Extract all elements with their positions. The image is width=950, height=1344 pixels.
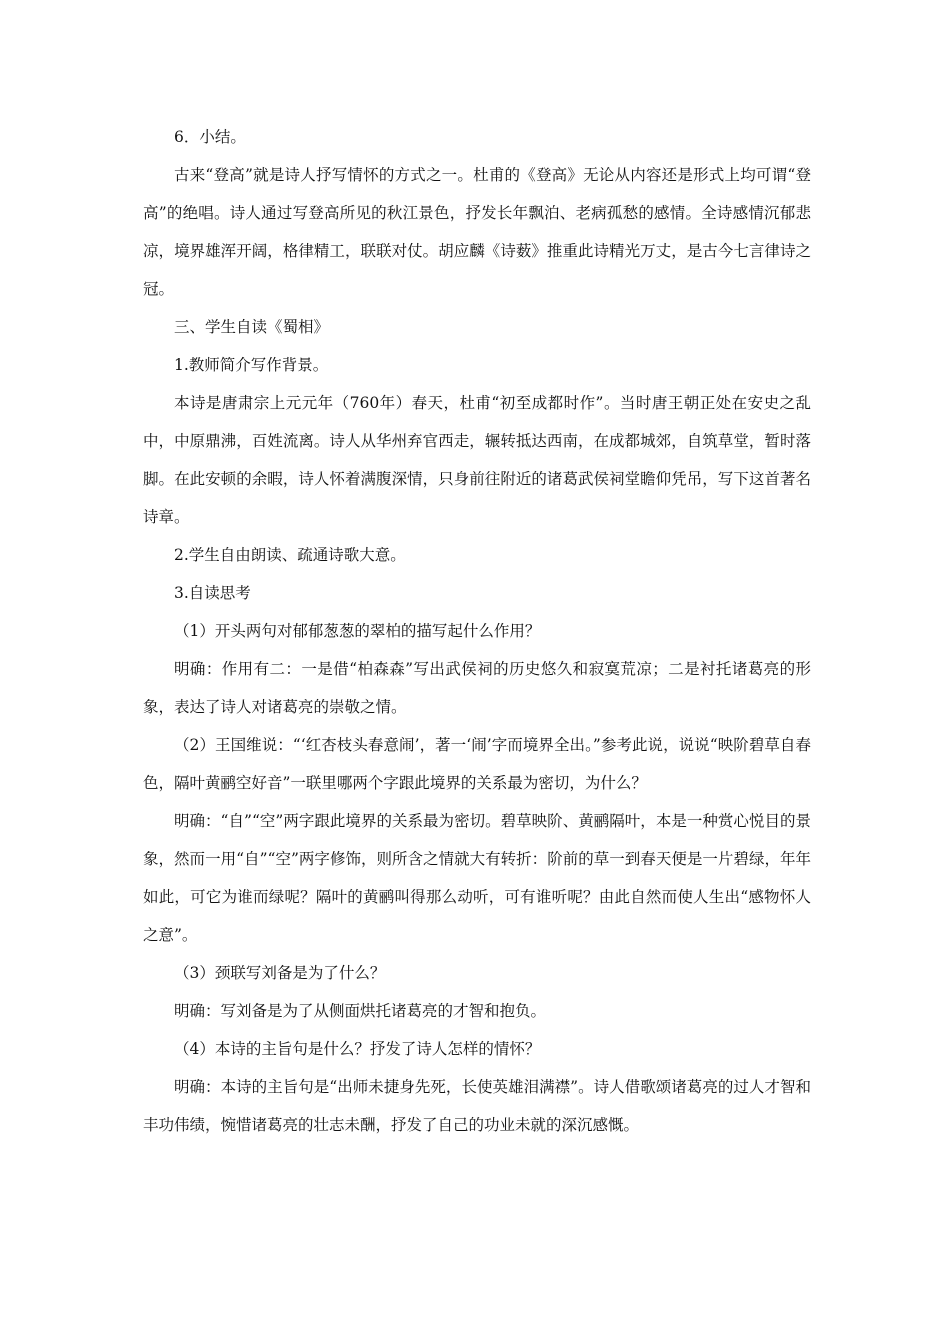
question-2: （2）王国维说：“‘红杏枝头春意闹’，著一‘闹’字而境界全出。”参考此说，说说“映阶碧草自春色，隔叶黄鹂空好音”一联里哪两个字跟此境界的关系最为密切，为什么？	[143, 736, 811, 792]
summary-heading: 6．小结。	[174, 128, 246, 146]
question-4: （4）本诗的主旨句是什么？抒发了诗人怎样的情怀？	[174, 1040, 541, 1058]
answer-4: 明确：本诗的主旨句是“出师未捷身先死，长使英雄泪满襟”。诗人借歌颂诸葛亮的过人才智和丰功伟绩，惋惜诸葛亮的壮志未酬，抒发了自己的功业未就的深沉感慨。	[143, 1078, 811, 1134]
background-paragraph: 本诗是唐肃宗上元元年（760年）春天，杜甫“初至成都时作”。当时唐王朝正处在安史之乱中，中原鼎沸，百姓流离。诗人从华州弃官西走，辗转抵达西南，在成都城郊，自筑草堂，暂时落脚。在此安顿的余暇，诗人怀着满腹深情，只身前往附近的诸葛武侯祠堂瞻仰凭吊，写下这首著名诗章。	[143, 394, 811, 526]
section-heading-shuxiang: 三、学生自读《蜀相》	[174, 318, 330, 336]
step-2-heading: 2.学生自由朗读、疏通诗歌大意。	[174, 546, 406, 564]
answer-3: 明确：写刘备是为了从侧面烘托诸葛亮的才智和抱负。	[174, 1002, 547, 1020]
step-3-heading: 3.自读思考	[174, 584, 251, 602]
document-page	[143, 118, 811, 1144]
summary-paragraph: 古来“登高”就是诗人抒写情怀的方式之一。杜甫的《登高》无论从内容还是形式上均可谓“登高”的绝唱。诗人通过写登高所见的秋江景色，抒发长年飘泊、老病孤愁的感情。全诗感情沉郁悲凉，境界雄浑开阔，格律精工，联联对仗。胡应麟《诗薮》推重此诗精光万丈，是古今七言律诗之冠。	[143, 166, 811, 298]
question-3: （3）颈联写刘备是为了什么？	[174, 964, 386, 982]
answer-1: 明确：作用有二：一是借“柏森森”写出武侯祠的历史悠久和寂寞荒凉；二是衬托诸葛亮的形象，表达了诗人对诸葛亮的崇敬之情。	[143, 660, 811, 716]
step-1-heading: 1.教师简介写作背景。	[174, 356, 329, 374]
answer-2: 明确：“自”“空”两字跟此境界的关系最为密切。碧草映阶、黄鹂隔叶，本是一种赏心悦目的景象，然而一用“自”“空”两字修饰，则所含之情就大有转折：阶前的草一到春天便是一片碧绿，年年如此，可它为谁而绿呢？隔叶的黄鹂叫得那么动听，可有谁听呢？由此自然而使人生出“感物怀人之意”。	[143, 812, 811, 944]
question-1: （1）开头两句对郁郁葱葱的翠柏的描写起什么作用？	[174, 622, 541, 640]
